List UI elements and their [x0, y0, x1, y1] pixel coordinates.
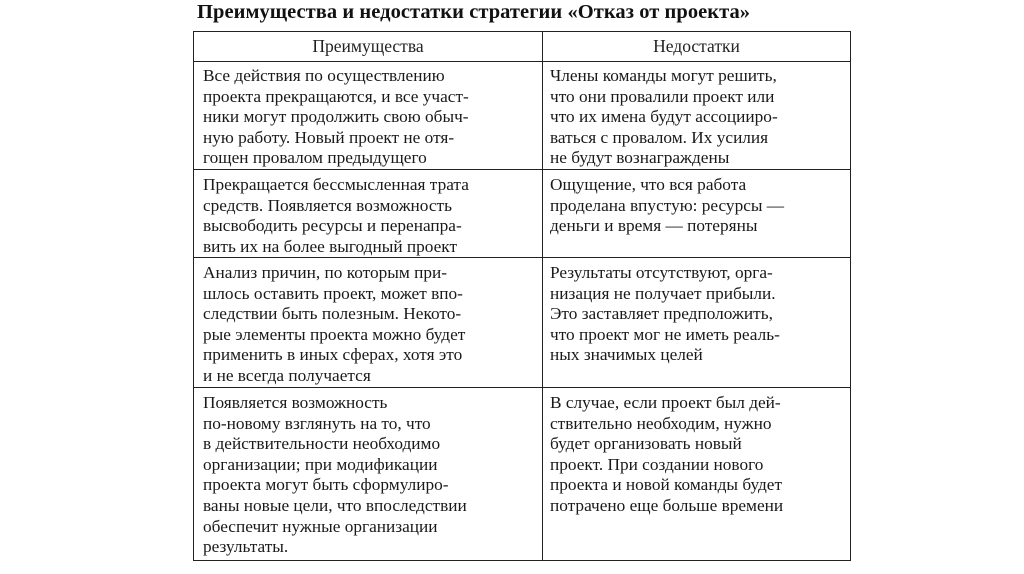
row-4-advantages	[203, 393, 467, 558]
cell-text-line: Появляется возможность	[203, 393, 388, 412]
cell-text-line: ных значимых целей	[550, 345, 703, 365]
cell-text-line: и не всегда получается	[203, 365, 371, 385]
cell-text-line: следствии быть полезным. Некото-	[203, 304, 462, 324]
cell-text-line: что их имена будут ассоцииро-	[550, 107, 778, 127]
cell-text-line: В случае, если проект был дей-	[550, 393, 781, 412]
row-1-disadvantages	[550, 66, 778, 169]
cell-text-line: проект. При создании нового	[550, 454, 764, 474]
cell-text-line: Прекращается бессмысленная трата	[203, 175, 469, 194]
cell-text-line: ваться с провалом. Их усилия	[550, 127, 769, 147]
row-divider	[194, 169, 850, 170]
row-2-disadvantages	[550, 175, 784, 237]
comparison-table	[193, 31, 851, 561]
row-4-disadvantages	[550, 393, 783, 517]
cell-text-line: в действительности необходимо	[203, 434, 441, 454]
cell-text-line: высвободить ресурсы и перенапра-	[203, 216, 462, 236]
row-3-disadvantages	[550, 263, 780, 366]
cell-text-line: что проект мог не иметь реаль-	[550, 324, 780, 344]
cell-text-line: что они провалили проект или	[550, 86, 775, 106]
cell-text-line: результаты.	[203, 537, 289, 557]
cell-text-line: Анализ причин, по которым при-	[203, 263, 448, 282]
column-divider	[542, 32, 543, 560]
cell-text-line: шлось оставить проект, может впо-	[203, 283, 463, 303]
cell-text-line: низация не получает прибыли.	[550, 283, 776, 303]
cell-text-line: проекта могут быть сформулиро-	[203, 475, 449, 495]
cell-text-line: проекта прекращаются, и все участ-	[203, 86, 469, 106]
header-disadvantages: Недостатки	[653, 36, 740, 56]
cell-text-line: обеспечит нужные организации	[203, 516, 438, 536]
cell-text-line: ную работу. Новый проект не отя-	[203, 127, 455, 147]
cell-text-line: Это заставляет предположить,	[550, 304, 773, 324]
cell-text-line: ствительно необходим, нужно	[550, 413, 772, 433]
page-title: Преимущества и недостатки стратегии «Отказ от проекта»	[197, 1, 751, 23]
cell-text-line: гощен провалом предыдущего	[203, 148, 427, 168]
cell-text-line: ники могут продолжить свою обыч-	[203, 107, 469, 127]
cell-text-line: средств. Появляется возможность	[203, 195, 452, 215]
cell-text-line: потрачено еще больше времени	[550, 495, 784, 515]
cell-text-line: организации; при модификации	[203, 454, 438, 474]
row-divider	[194, 387, 850, 388]
row-2-advantages	[203, 175, 469, 257]
cell-text-line: проделана впустую: ресурсы —	[550, 195, 785, 215]
cell-text-line: рые элементы проекта можно будет	[203, 324, 466, 344]
cell-text-line: по-новому взглянуть на то, что	[203, 413, 431, 433]
row-1-advantages	[203, 66, 469, 169]
cell-text-line: будет организовать новый	[550, 434, 742, 454]
cell-text-line: применить в иных сферах, хотя это	[203, 345, 463, 365]
cell-text-line: Результаты отсутствуют, орга-	[550, 263, 773, 282]
cell-text-line: Ощущение, что вся работа	[550, 175, 747, 194]
cell-text-line: вить их на более выгодный проект	[203, 236, 458, 256]
cell-text-line: Члены команды могут решить,	[550, 66, 777, 85]
row-3-advantages	[203, 263, 465, 387]
cell-text-line: деньги и время — потеряны	[550, 216, 758, 236]
cell-text-line: проекта и новой команды будет	[550, 475, 783, 495]
cell-text-line: не будут вознаграждены	[550, 148, 730, 168]
header-advantages: Преимущества	[312, 36, 424, 56]
cell-text-line: Все действия по осуществлению	[203, 66, 445, 85]
row-divider	[194, 61, 850, 62]
cell-text-line: ваны новые цели, что впоследствии	[203, 495, 467, 515]
